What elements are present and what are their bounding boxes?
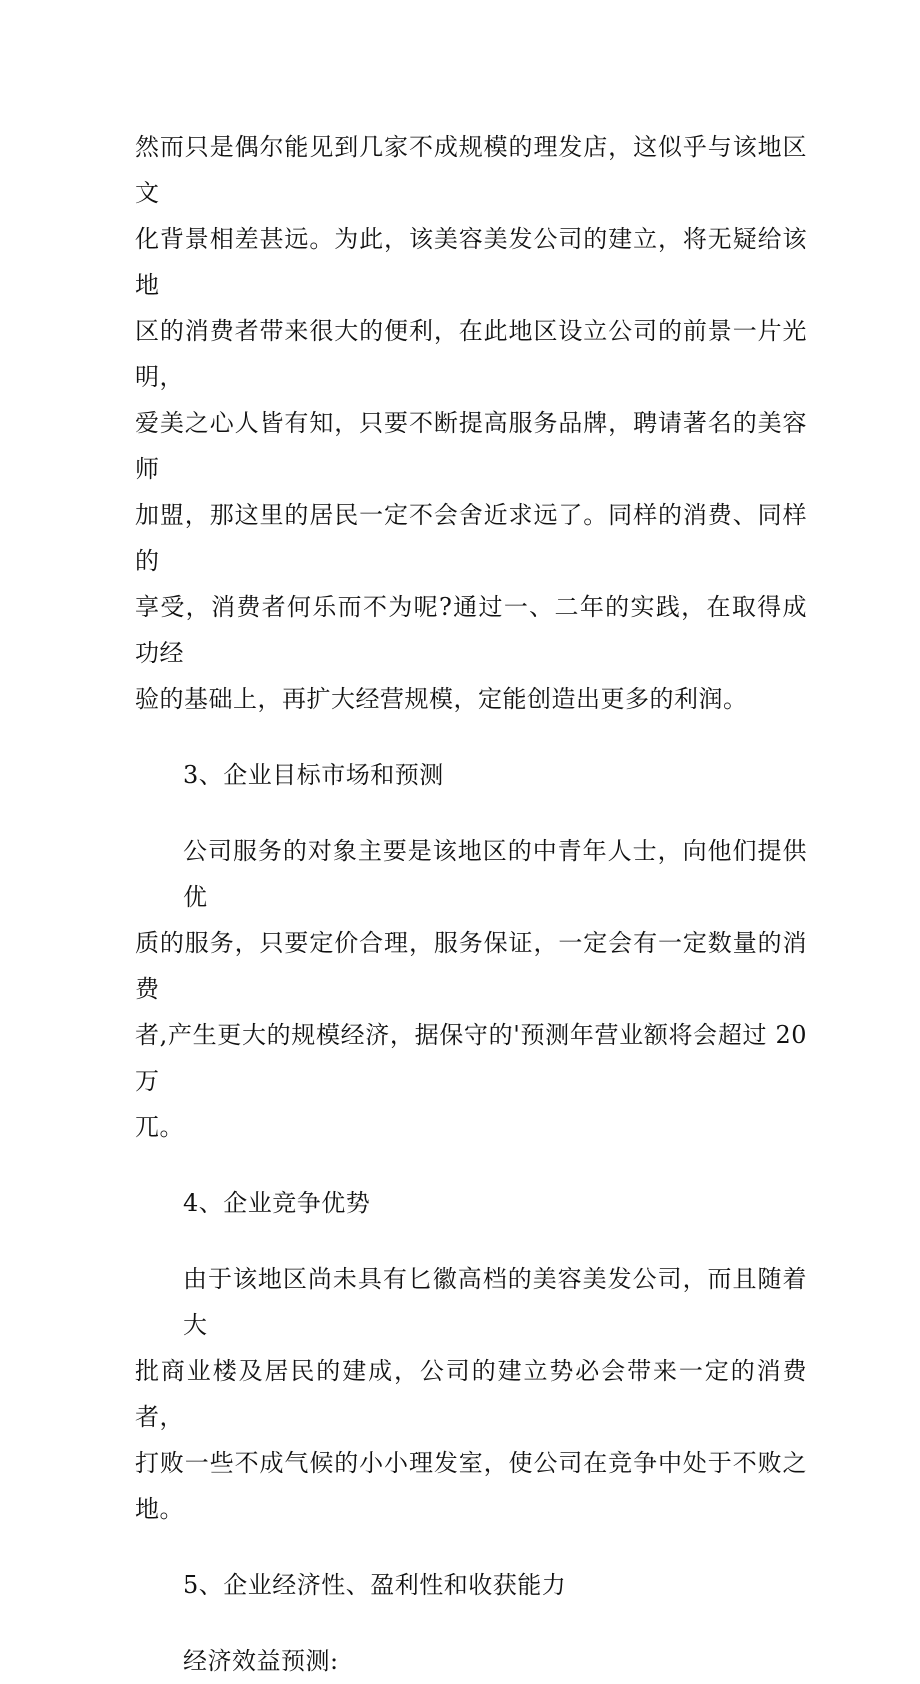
text-line: 公司服务的对象主要是该地区的中青年人士，向他们提供优 [183, 837, 807, 911]
text-line: 加盟，那这里的居民一定不会舍近求远了。同样的消费、同样的 [135, 501, 807, 575]
heading-text: 3、企业目标市场和预测 [183, 761, 444, 789]
document-body [135, 124, 807, 1684]
text-line: 然而只是偶尔能见到几家不成规模的理发店，这似乎与该地区文 [135, 133, 807, 207]
text-line: 经济效益预测: [183, 1647, 339, 1675]
text-line: 化背景相差甚远。为此，该美容美发公司的建立，将无疑给该地 [135, 225, 807, 299]
section-heading-target-market [135, 752, 807, 798]
text-line: 区的消费者带来很大的便利，在此地区设立公司的前景一片光明， [135, 317, 807, 391]
text-line: 打败一些不成气候的小小理发室，使公司在竞争中处于不败之地。 [135, 1449, 807, 1523]
heading-text: 5、企业经济性、盈利性和收获能力 [183, 1571, 567, 1599]
heading-text: 4、企业竞争优势 [183, 1189, 371, 1217]
text-line: 验的基础上，再扩大经营规模，定能创造出更多的利润。 [135, 685, 748, 713]
text-line: 质的服务，只要定价合理，服务保证，一定会有一定数量的消费 [135, 929, 807, 1003]
text-line: 兀。 [135, 1113, 184, 1141]
text-line: 批商业楼及居民的建成，公司的建立势必会带来一定的消费者， [135, 1357, 807, 1431]
text-line: 享受，消费者何乐而不为呢?通过一、二年的实践，在取得成功经 [135, 593, 807, 667]
section-heading-competitive-advantage [135, 1180, 807, 1226]
paragraph-economic-forecast [135, 1638, 807, 1684]
text-line: 爱美之心人皆有知，只要不断提高服务品牌，聘请著名的美容师 [135, 409, 807, 483]
text-line: 由于该地区尚未具有匕徽高档的美容美发公司，而且随着大 [183, 1265, 807, 1339]
text-line: 者,产生更大的规模经济，据保守的'预测年营业额将会超过 20 万 [135, 1021, 807, 1095]
section-heading-profitability [135, 1562, 807, 1608]
paragraph-target-market [135, 828, 807, 1150]
paragraph-market-outlook [135, 124, 807, 722]
paragraph-competitive-advantage [135, 1256, 807, 1532]
